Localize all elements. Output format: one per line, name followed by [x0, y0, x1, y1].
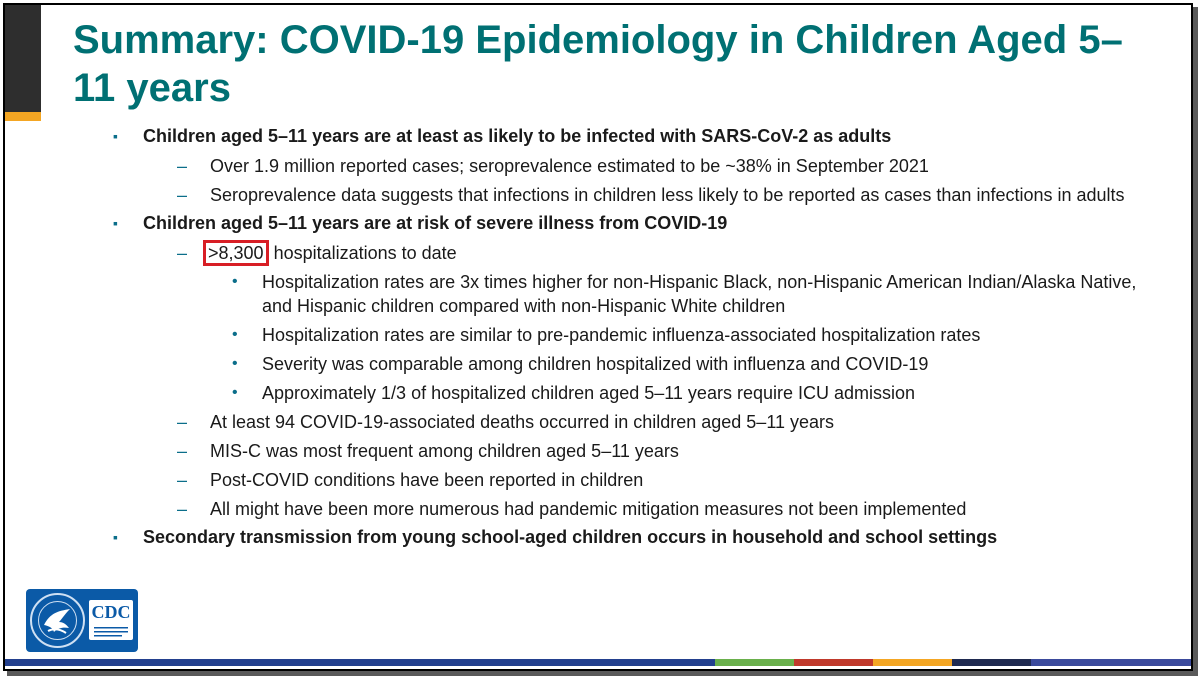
slide-shadow-bottom: [7, 671, 1198, 676]
footer-stripe: [1031, 659, 1191, 666]
sub-bullet-deaths: [0, 407, 1160, 436]
hhs-eagle-icon: [30, 593, 85, 648]
dot-bullet-icon: •: [232, 355, 238, 372]
footer-stripes: [5, 659, 1191, 666]
sub-sub-bullet-text: Hospitalization rates are similar to pre-pandemic influenza-associated hospitalization rates: [262, 325, 981, 345]
sub-bullet-text: MIS-C was most frequent among children aged 5–11 years: [210, 441, 679, 461]
side-accent-bar: [5, 5, 41, 112]
square-bullet-icon: ▪: [113, 529, 118, 545]
slide-title: Summary: COVID-19 Epidemiology in Children Aged 5–11 years: [73, 18, 1123, 110]
dash-bullet-icon: –: [177, 470, 188, 490]
cdc-logo-text: CDC: [91, 602, 131, 622]
sub-bullet-mis-c: [0, 436, 1160, 465]
sub-bullet-text: Seroprevalence data suggests that infections in children less likely to be reported as cases than infections in adults: [210, 185, 1125, 205]
bullet-text: Secondary transmission from young school-aged children occurs in household and school settings: [143, 527, 998, 547]
bullet-secondary-transmission: [0, 523, 1143, 552]
sub-bullet-mitigation: [0, 494, 1160, 523]
bullet-infection-likelihood: [0, 122, 1143, 151]
dot-bullet-icon: •: [232, 326, 238, 343]
sub-bullet-post-covid: [0, 465, 1160, 494]
sub-sub-bullet-rates-similar: [0, 320, 1162, 349]
dash-bullet-icon: –: [177, 499, 188, 519]
bullet-list: [0, 122, 1200, 552]
sub-sub-bullet-text: Severity was comparable among children hospitalized with influenza and COVID-19: [262, 354, 929, 374]
highlighted-hospitalization-count: >8,300: [203, 240, 269, 266]
footer-stripe: [873, 659, 952, 666]
sub-sub-bullet-text: Hospitalization rates are 3x times higher for non-Hispanic Black, non-Hispanic American Indian/Alaska Native, and Hispanic children compared with non-Hispanic White children: [262, 272, 1137, 316]
footer-stripe: [794, 659, 873, 666]
dash-bullet-icon: –: [177, 185, 188, 205]
sub-bullet-text: hospitalizations to date: [268, 243, 457, 263]
sub-bullet-hospitalizations: [0, 238, 1160, 267]
square-bullet-icon: ▪: [113, 128, 118, 144]
sub-bullet-seroprevalence: [0, 180, 1160, 209]
sub-bullet-text: All might have been more numerous had pandemic mitigation measures not been implemented: [210, 499, 967, 519]
sub-bullet-cases: [0, 151, 1160, 180]
sub-bullet-text: At least 94 COVID-19-associated deaths occurred in children aged 5–11 years: [210, 412, 835, 432]
dot-bullet-icon: •: [232, 384, 238, 401]
side-accent-stripe: [5, 112, 41, 121]
dash-bullet-icon: –: [177, 412, 188, 432]
footer-stripe: [952, 659, 1031, 666]
sub-sub-bullet-icu: [0, 378, 1162, 407]
sub-sub-bullet-text: Approximately 1/3 of hospitalized children aged 5–11 years require ICU admission: [262, 383, 916, 403]
bullet-severe-illness: [0, 209, 1143, 238]
sub-sub-bullet-severity: [0, 349, 1162, 378]
sub-sub-bullet-rates-higher: [0, 267, 1162, 320]
dash-bullet-icon: –: [177, 441, 188, 461]
footer-stripe: [5, 659, 715, 666]
sub-bullet-text: Post-COVID conditions have been reported in children: [210, 470, 644, 490]
dot-bullet-icon: •: [232, 273, 238, 290]
dash-bullet-icon: –: [177, 243, 188, 263]
square-bullet-icon: ▪: [113, 215, 118, 231]
cdc-logo: [26, 589, 138, 652]
sub-bullet-text: Over 1.9 million reported cases; seroprevalence estimated to be ~38% in September 2021: [210, 156, 929, 176]
footer-stripe: [715, 659, 794, 666]
cdc-subtitle-lines: [92, 626, 130, 638]
bullet-text: Children aged 5–11 years are at least as likely to be infected with SARS-CoV-2 as adults: [143, 126, 892, 146]
bullet-text: Children aged 5–11 years are at risk of severe illness from COVID-19: [143, 213, 728, 233]
dash-bullet-icon: –: [177, 156, 188, 176]
